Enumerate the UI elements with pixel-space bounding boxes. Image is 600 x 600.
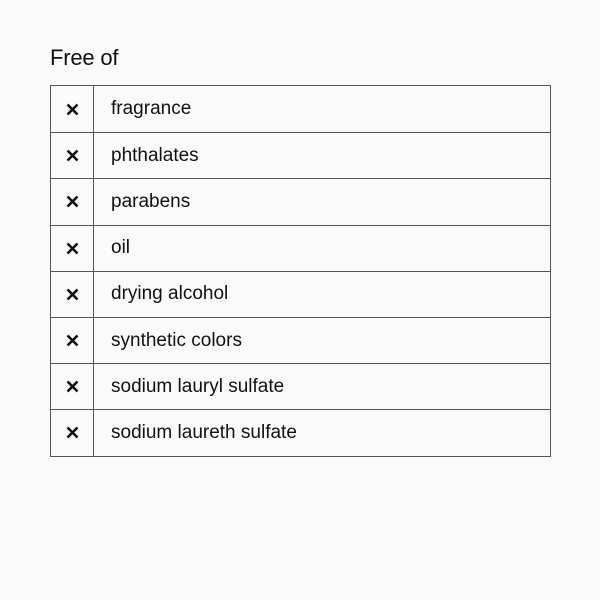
mark-cell [51,318,94,363]
mark-cell [51,179,94,224]
item-label: sodium lauryl sulfate [111,375,285,397]
mark-cell [51,410,94,455]
item-label: oil [111,237,131,259]
x-icon [66,334,79,347]
table-row [51,271,550,317]
free-of-table [50,85,551,457]
table-row [51,409,550,455]
mark-cell [51,272,94,317]
table-row [51,178,550,224]
mark-cell [51,226,94,271]
mark-cell [51,86,94,132]
item-label: synthetic colors [111,329,242,351]
x-icon [66,380,79,393]
item-label: drying alcohol [111,283,229,305]
x-icon [66,195,79,208]
item-label: fragrance [111,98,192,120]
table-row [51,363,550,409]
item-label: parabens [111,190,191,212]
mark-cell [51,133,94,178]
section-title: Free of [50,45,119,70]
table-row [51,317,550,363]
table-row [51,225,550,271]
x-icon [66,426,79,439]
item-label: sodium laureth sulfate [111,421,297,443]
table-row [51,132,550,178]
item-label: phthalates [111,144,199,166]
x-icon [66,149,79,162]
mark-cell [51,364,94,409]
x-icon [66,242,79,255]
x-icon [66,288,79,301]
table-row [51,86,550,132]
x-icon [66,103,79,116]
